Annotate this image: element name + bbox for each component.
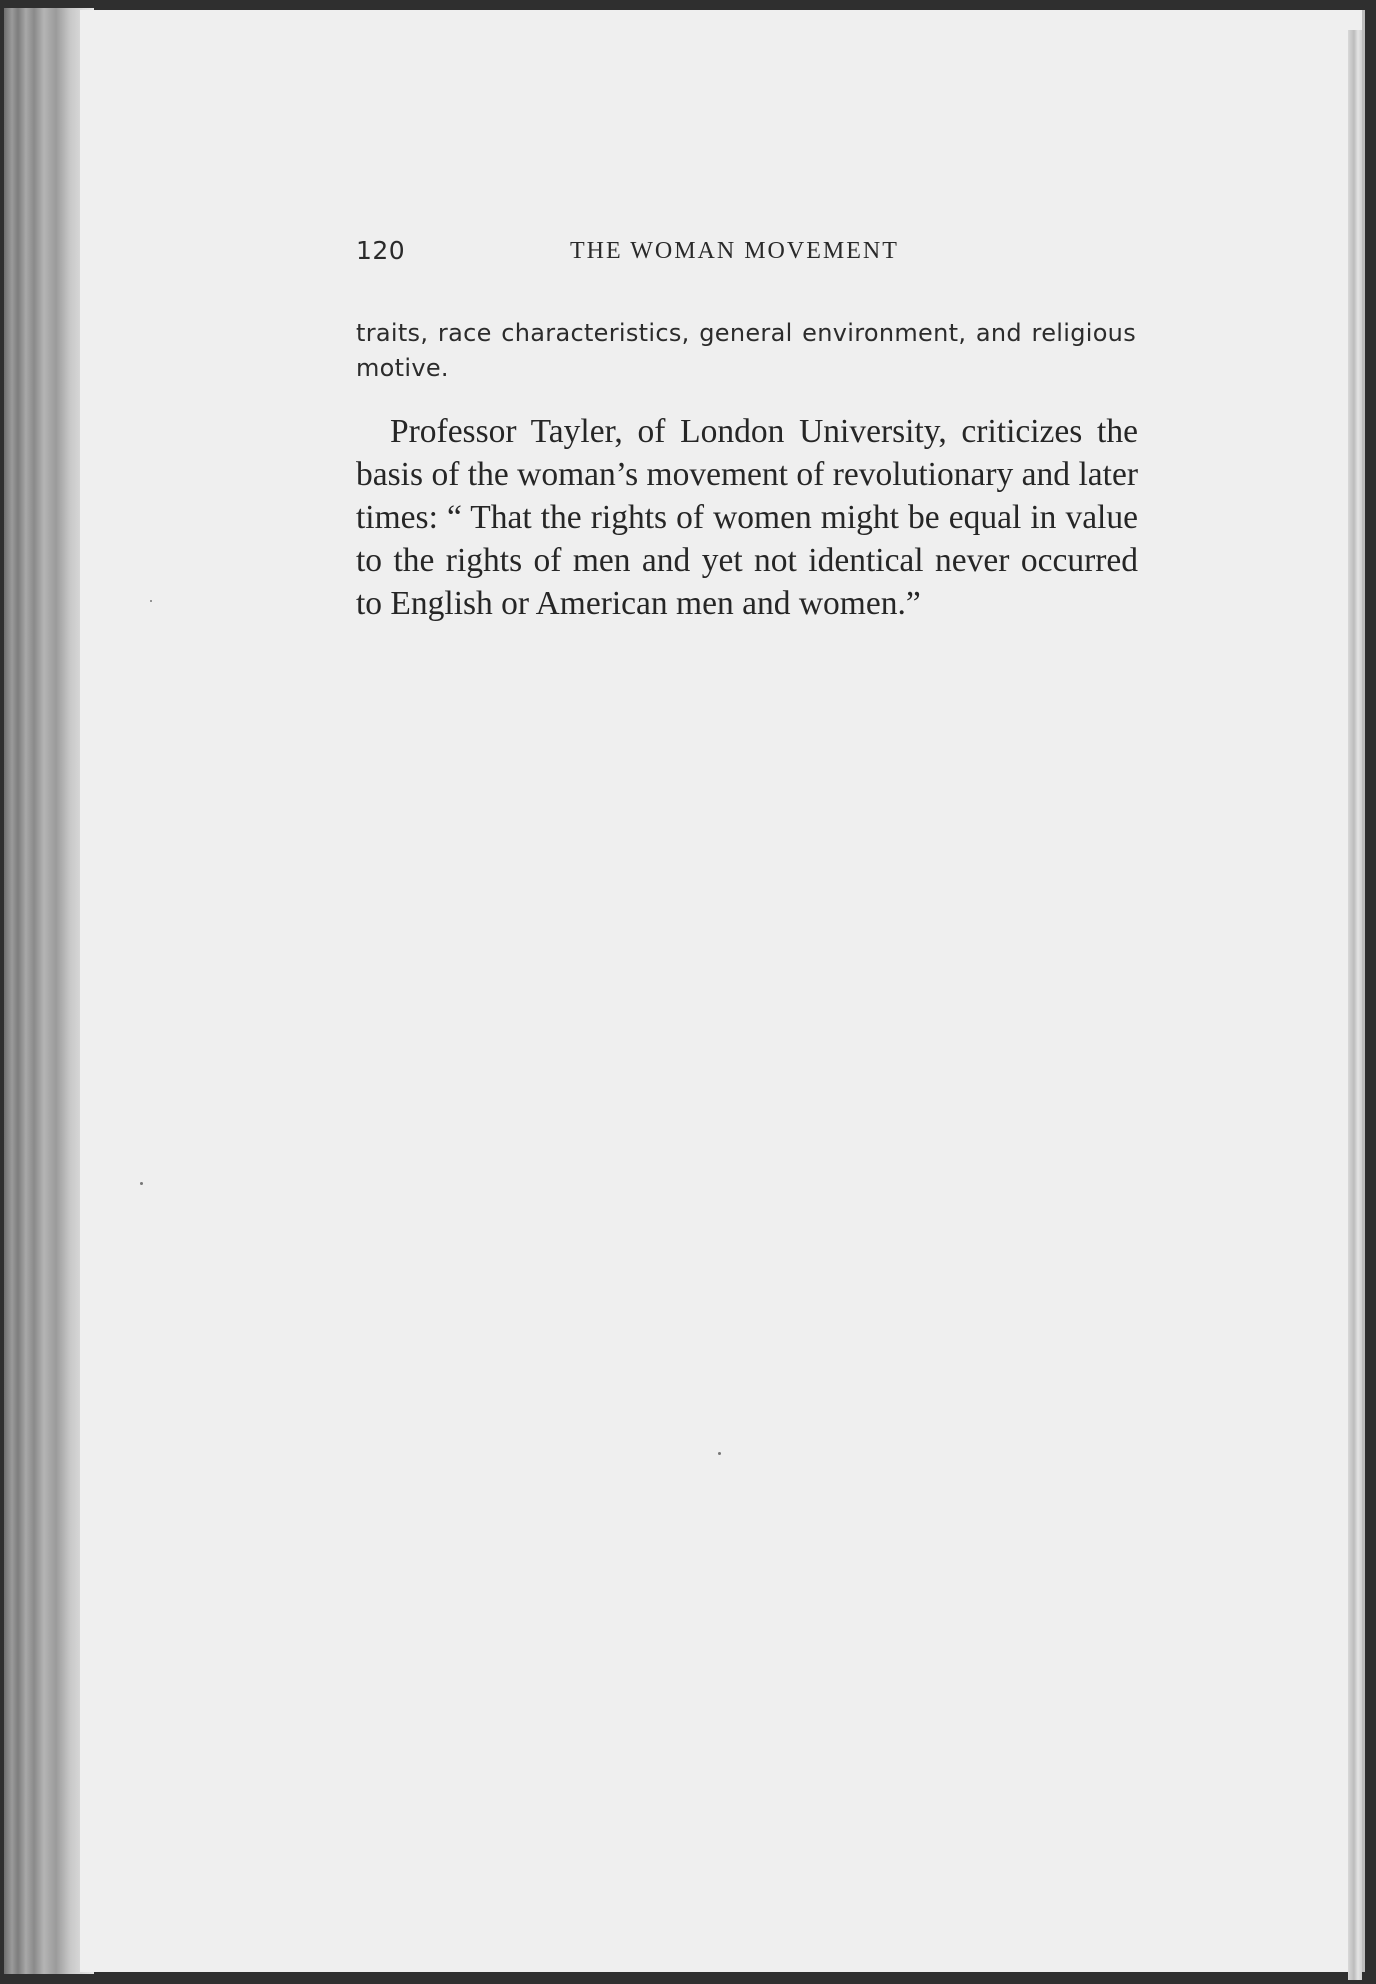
page-header (356, 232, 1136, 272)
scan-speck (140, 1182, 143, 1185)
running-title: THE WOMAN MOVEMENT (570, 238, 899, 264)
page-number: 120 (356, 236, 406, 265)
right-page-edge (1348, 30, 1362, 1980)
scan-speck (150, 600, 152, 602)
body-paragraph: Professor Tayler, of London University, criticizes the basis of the woman’s movement of revolutionary and later times: “ That the rights of women might be equal in value to the rights of men and yet not identical never occurred to English or American men and women.” (356, 413, 1138, 622)
continuation-paragraph: traits, race characteristics, general environment, and religious motive. (356, 319, 1136, 382)
page-sheet (80, 10, 1365, 1972)
scan-speck (718, 1452, 721, 1455)
